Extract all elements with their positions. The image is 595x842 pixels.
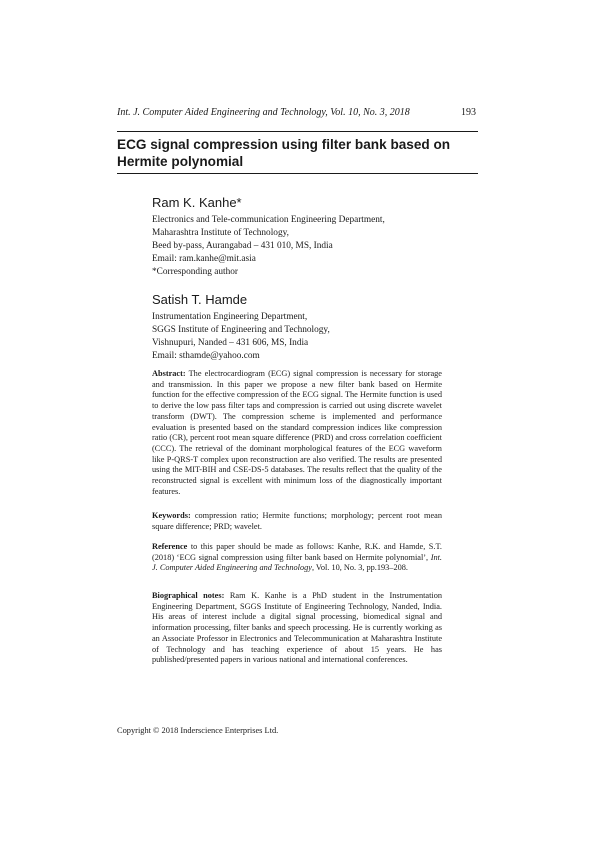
affiliation-line: Vishnupuri, Nanded – 431 606, MS, India bbox=[152, 338, 309, 348]
citation-reference bbox=[152, 542, 442, 574]
running-head bbox=[117, 107, 478, 119]
author-affiliation-1 bbox=[152, 214, 472, 279]
title-rule-top bbox=[117, 131, 478, 132]
reference-label: Reference bbox=[152, 542, 188, 551]
paper-title: ECG signal compression using filter bank based on Hermite polynomial bbox=[117, 137, 451, 169]
journal-citation: Int. J. Computer Aided Engineering and Technology, Vol. 10, No. 3, 2018 bbox=[117, 107, 410, 118]
keywords-label: Keywords: bbox=[152, 511, 191, 520]
affiliation-line: Beed by-pass, Aurangabad – 431 010, MS, India bbox=[152, 241, 333, 251]
author-email: Email: sthamde@yahoo.com bbox=[152, 351, 260, 361]
author-name-1: Ram K. Kanhe* bbox=[152, 195, 242, 210]
abstract bbox=[152, 369, 442, 497]
bio-label: Biographical notes: bbox=[152, 591, 225, 600]
author-name-2: Satish T. Hamde bbox=[152, 292, 248, 307]
copyright-notice: Copyright © 2018 Inderscience Enterprises Ltd. bbox=[117, 726, 279, 735]
reference-text: to this paper should be made as follows: Kanhe, R.K. and Hamde, S.T. (2018) ‘ECG signal compression using filter bank based on Hermite polynomial’, bbox=[152, 542, 443, 562]
reference-journal: Int. J. Computer Aided Engineering and Technology bbox=[152, 552, 442, 573]
affiliation-line: Electronics and Tele-communication Engineering Department, bbox=[152, 215, 385, 225]
author-affiliation-2 bbox=[152, 311, 472, 363]
page-number: 193 bbox=[461, 107, 476, 118]
keywords-text: compression ratio; Hermite functions; morphology; percent root mean square difference; PRD; wavelet. bbox=[152, 511, 442, 531]
reference-volume: , Vol. 10, No. 3, pp.193–208. bbox=[311, 563, 408, 573]
title-rule-bottom bbox=[117, 173, 478, 174]
bio-text: Ram K. Kanhe is a PhD student in the Instrumentation Engineering Department, SGGS Institute of Engineering Technology, Nanded, India. His areas of interest include a digital signal processing, biomedical signal and information processing, filter banks and speech processing. He is currently working as an Associate Professor in Electronics and Telecommunication at Maharashtra Institute of Technology and has teaching experience of about 15 years. He has published/presented papers in various national and international conferences. bbox=[152, 591, 443, 665]
keywords bbox=[152, 511, 442, 532]
affiliation-line: Instrumentation Engineering Department, bbox=[152, 312, 308, 322]
biographical-notes bbox=[152, 591, 442, 666]
affiliation-line: Maharashtra Institute of Technology, bbox=[152, 228, 289, 238]
abstract-label: Abstract: bbox=[152, 369, 186, 378]
abstract-text: The electrocardiogram (ECG) signal compression is necessary for storage and transmission. In this paper we propose a new filter bank based on Hermite function for the effective compression of the ECG signal. The Hermite function is used to derive the low pass filter taps and compression is carried out using discrete wavelet transform (DWT). The compression scheme is implemented and performance evaluation is presented based on the standard compression indices like compression ratio (CR), percent root mean square difference (PRD) and cross correlation coefficient (CCC). The retrieval of the dominant morphological features of the ECG waveform like P-QRS-T complex upon reconstruction are also verified. The results are presented using the MIT-BIH and CSE-DS-5 databases. The results reflect that the quality of the reconstructed signal is excellent with minimum loss of the diagnostically important features. bbox=[152, 369, 442, 496]
author-email: Email: ram.kanhe@mit.asia bbox=[152, 254, 256, 264]
affiliation-line: SGGS Institute of Engineering and Technology, bbox=[152, 325, 330, 335]
corresponding-author-note: *Corresponding author bbox=[152, 267, 238, 277]
